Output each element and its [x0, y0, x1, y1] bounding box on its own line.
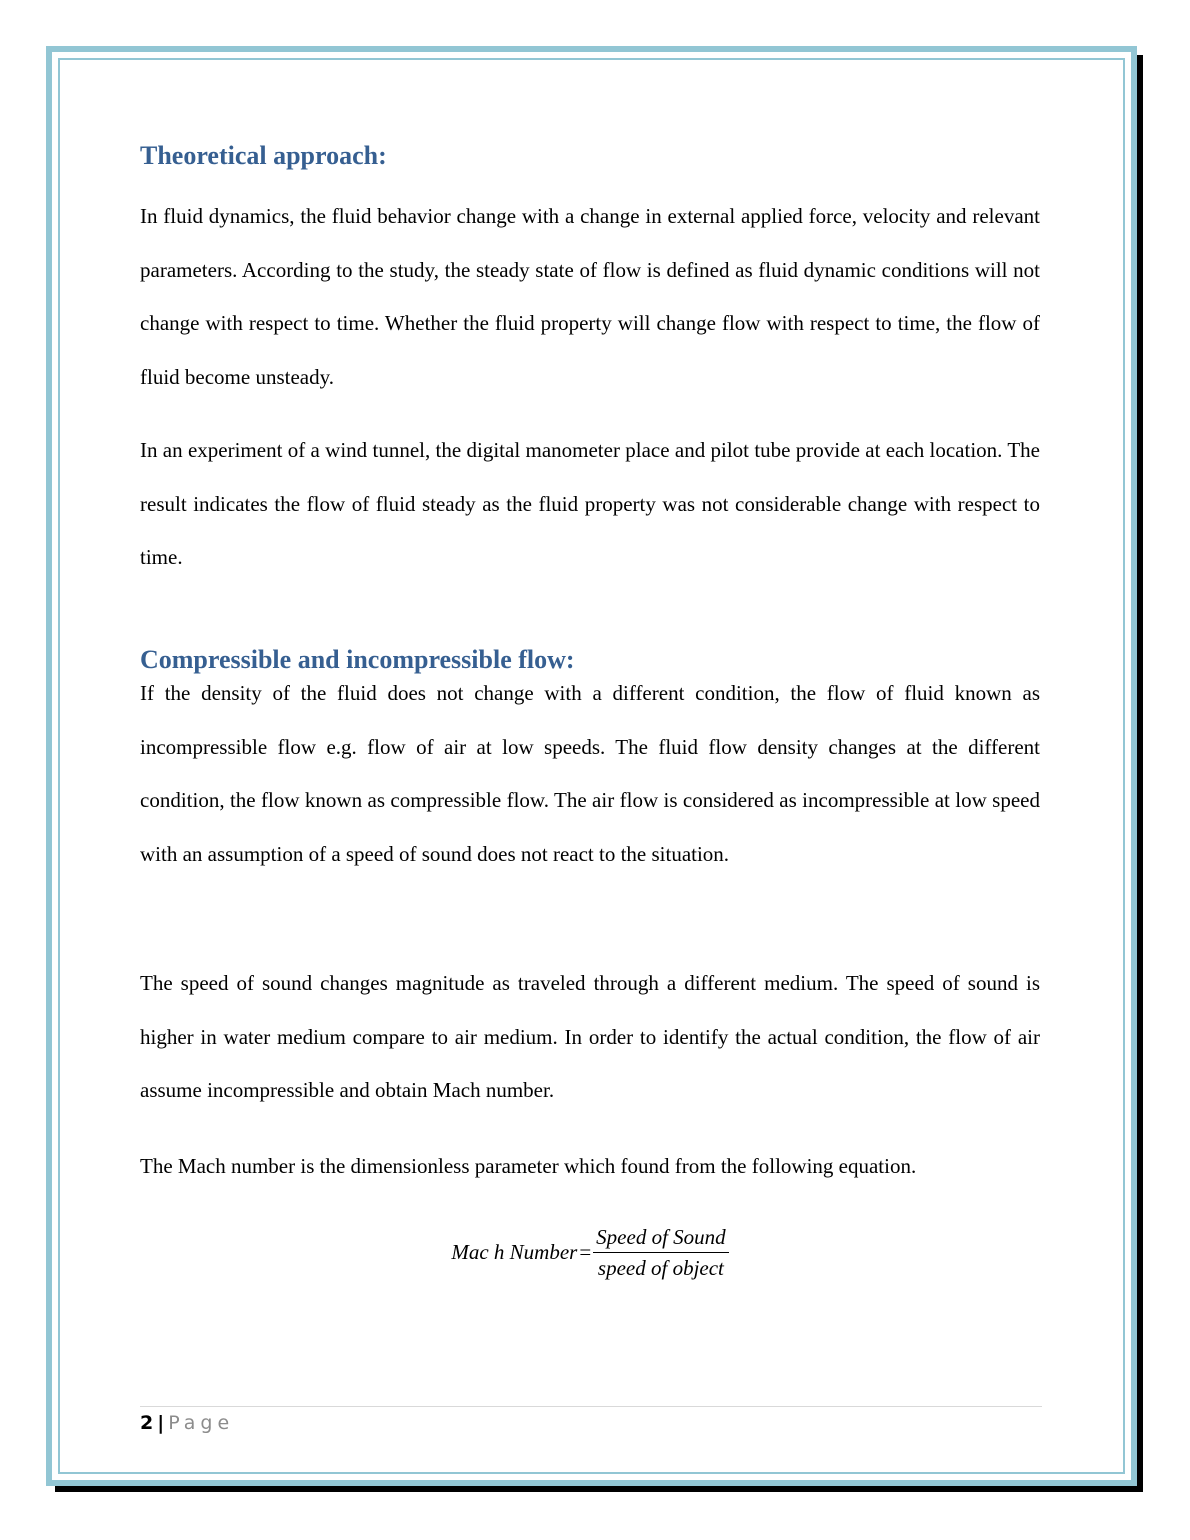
equation-lhs: Mac h Number: [451, 1240, 578, 1264]
page-number: 2: [140, 1412, 154, 1434]
page-footer: [140, 1410, 234, 1436]
heading-theoretical-approach: Theoretical approach:: [140, 141, 387, 170]
footer-separator: |: [157, 1412, 165, 1434]
equation-numerator: Speed of Sound: [593, 1224, 728, 1253]
mach-number-equation: [140, 1224, 1040, 1281]
paragraph-steady-flow: In fluid dynamics, the fluid behavior change with a change in external applied force, velocity and relevant parameters. According to the study, the steady state of flow is defined as fluid dynamic conditions will not change with respect to time. Whether the fluid property will change flow with respect to time, the flow of fluid become unsteady.: [140, 204, 1040, 390]
paragraph-mach-intro: The Mach number is the dimensionless parameter which found from the following equation.: [140, 1154, 917, 1178]
equation-fraction: [593, 1224, 728, 1281]
paragraph-incompressible-definition: If the density of the fluid does not change with a different condition, the flow of fluid known as incompressible flow e.g. flow of air at low speeds. The fluid flow density changes at the different condition, the flow known as compressible flow. The air flow is considered as incompressible at low speed with an assumption of a speed of sound does not react to the situation.: [140, 681, 1040, 867]
document-body: [140, 0, 1040, 1540]
page-label: Page: [168, 1412, 235, 1434]
paragraph-wind-tunnel: In an experiment of a wind tunnel, the digital manometer place and pilot tube provide at each location. The result indicates the flow of fluid steady as the fluid property was not considerable change with respect to time.: [140, 438, 1040, 570]
heading-compressible-flow: Compressible and incompressible flow:: [140, 645, 575, 674]
equation-equals: =: [579, 1240, 592, 1264]
footer-divider: [140, 1406, 1042, 1407]
paragraph-speed-of-sound: The speed of sound changes magnitude as traveled through a different medium. The speed of sound is higher in water medium compare to air medium. In order to identify the actual condition, the flow of air assume incompressible and obtain Mach number.: [140, 971, 1040, 1103]
equation-denominator: speed of object: [597, 1256, 724, 1280]
